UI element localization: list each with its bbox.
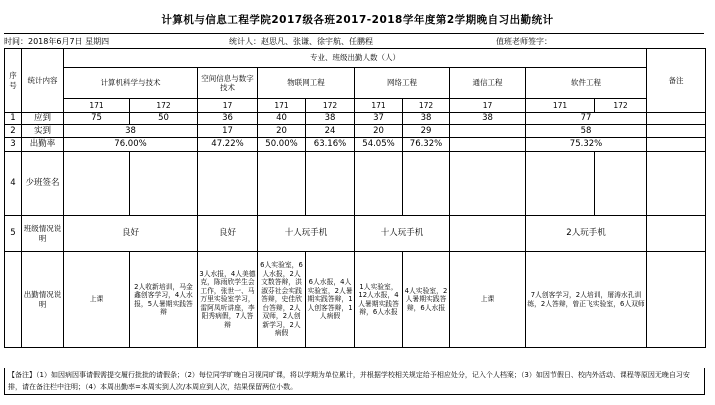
remark-cell [647, 138, 706, 152]
signature-cell[interactable] [64, 152, 130, 216]
cell-value: 20 [355, 125, 403, 138]
info-bar [4, 33, 704, 48]
cell-value: 75 [64, 113, 130, 125]
class-code: 171 [64, 99, 130, 113]
cell-value [450, 216, 526, 252]
cell-value: 63.16% [306, 138, 355, 152]
remark-cell [647, 125, 706, 138]
cell-value: 3人水报，4人美德克，陈雨欣学生会工作，张世一、马万里实验室学习，雷阿凤听讲座，李阳秀病假，7人答辩 [198, 252, 258, 348]
cell-value [450, 125, 526, 138]
signature-cell[interactable] [258, 152, 306, 216]
major-spatial: 空间信息与数字技术 [198, 68, 258, 99]
major-network: 网络工程 [355, 68, 450, 99]
teacher-signature: 值班老师签字： [496, 37, 552, 46]
attendance-table [4, 48, 706, 348]
row-label: 班级情况说明 [22, 216, 64, 252]
cell-value: 上课 [64, 252, 130, 348]
cell-value: 40 [258, 113, 306, 125]
row-label: 实到 [22, 125, 64, 138]
row-label: 少班签名 [22, 152, 64, 216]
row-number: 5 [5, 216, 22, 252]
cell-value: 十人玩手机 [258, 216, 355, 252]
cell-value: 36 [198, 113, 258, 125]
group-header: 专业、班级出勤人数（人） [64, 49, 647, 68]
class-code: 17 [450, 99, 526, 113]
class-code: 172 [130, 99, 198, 113]
cell-value: 2人收新培训，马金鑫创客学习，4人水报，5人暑期实践答辩 [130, 252, 198, 348]
signature-cell[interactable] [130, 152, 198, 216]
cell-value: 38 [450, 113, 526, 125]
cell-value: 38 [306, 113, 355, 125]
class-code: 17 [198, 99, 258, 113]
remark-cell [647, 113, 706, 125]
row-label: 应到 [22, 113, 64, 125]
row-label: 出勤率 [22, 138, 64, 152]
cell-value: 58 [526, 125, 647, 138]
notes: 【备注】（1）如因病因事请假需提交履行批批的请假条；（2）每位同学旷晚自习视同旷课，将以学期为单位累计，并根据学校相关规定给予相应处分，记入个人档案；（3）如因节假日、校内外活动、课程等原因无晚自习安排，请在备注栏中注明；（4）本周出勤率=本周实到人次/本周应到人次，结果保留两位小数。 [4, 368, 705, 395]
cell-value: 54.05% [355, 138, 403, 152]
row-number: 1 [5, 113, 22, 125]
cell-value: 29 [403, 125, 450, 138]
stat-people: 统计人：赵思凡、张谦、徐宇航、任鹏程 [229, 37, 373, 46]
cell-value: 6人水报，4人实验室，2人暑期实践答辩，1人创客答辩，1人病假 [306, 252, 355, 348]
date-info: 时间：2018年6月7日 星期四 [4, 37, 110, 46]
cell-value: 良好 [64, 216, 198, 252]
cell-value: 十人玩手机 [355, 216, 450, 252]
signature-cell[interactable] [526, 152, 595, 216]
page-title: 计算机与信息工程学院2017级各班2017-2018学年度第2学期晚自习出勤统计 [161, 14, 554, 26]
signature-cell[interactable] [450, 152, 526, 216]
cell-value: 4人实验室，2人暑期实践答辩，6人水报 [403, 252, 450, 348]
class-code: 171 [258, 99, 306, 113]
cell-value: 50 [130, 113, 198, 125]
cell-value [450, 138, 526, 152]
class-code: 172 [403, 99, 450, 113]
cell-value: 上课 [450, 252, 526, 348]
major-comm: 通信工程 [450, 68, 526, 99]
cell-value: 6人实验室，6人水报，2人文数答辩，洪淑芬社会实践答辩，史佳欣台答辩，2人双师，2人创新学习，2人病假 [258, 252, 306, 348]
cell-value: 77 [526, 113, 647, 125]
remark-header: 备注 [647, 49, 706, 113]
cell-value: 76.00% [64, 138, 198, 152]
cell-value: 50.00% [258, 138, 306, 152]
major-software: 软件工程 [526, 68, 647, 99]
remark-cell [647, 152, 706, 216]
class-code: 171 [526, 99, 595, 113]
cell-value: 38 [403, 113, 450, 125]
cell-value: 良好 [198, 216, 258, 252]
cell-value: 1人实验室，12人水报，4人暑期实践答辩，6人水报 [355, 252, 403, 348]
cell-value: 76.32% [403, 138, 450, 152]
major-cs: 计算机科学与技术 [64, 68, 198, 99]
signature-cell[interactable] [198, 152, 258, 216]
class-code: 172 [306, 99, 355, 113]
major-iot: 物联网工程 [258, 68, 355, 99]
class-code: 172 [595, 99, 647, 113]
row-number: 2 [5, 125, 22, 138]
cell-value: 37 [355, 113, 403, 125]
remark-cell [647, 252, 706, 348]
cell-value: 17 [198, 125, 258, 138]
content-header: 统计内容 [22, 49, 64, 113]
seq-header: 序号 [5, 49, 22, 113]
signature-cell[interactable] [403, 152, 450, 216]
class-code: 171 [355, 99, 403, 113]
row-number: 4 [5, 152, 22, 216]
cell-value: 47.22% [198, 138, 258, 152]
remark-cell [647, 216, 706, 252]
row-number: 3 [5, 138, 22, 152]
cell-value: 24 [306, 125, 355, 138]
cell-value: 75.32% [526, 138, 647, 152]
cell-value: 20 [258, 125, 306, 138]
cell-value: 7人创客学习，2人培训，屠涛水孔训练，2人答辩，曾正飞实验室，6人双师 [526, 252, 647, 348]
signature-cell[interactable] [355, 152, 403, 216]
row-number [5, 252, 22, 348]
signature-cell[interactable] [595, 152, 647, 216]
cell-value: 38 [64, 125, 198, 138]
row-label: 出勤情况说明 [22, 252, 64, 348]
signature-cell[interactable] [306, 152, 355, 216]
cell-value: 2人玩手机 [526, 216, 647, 252]
